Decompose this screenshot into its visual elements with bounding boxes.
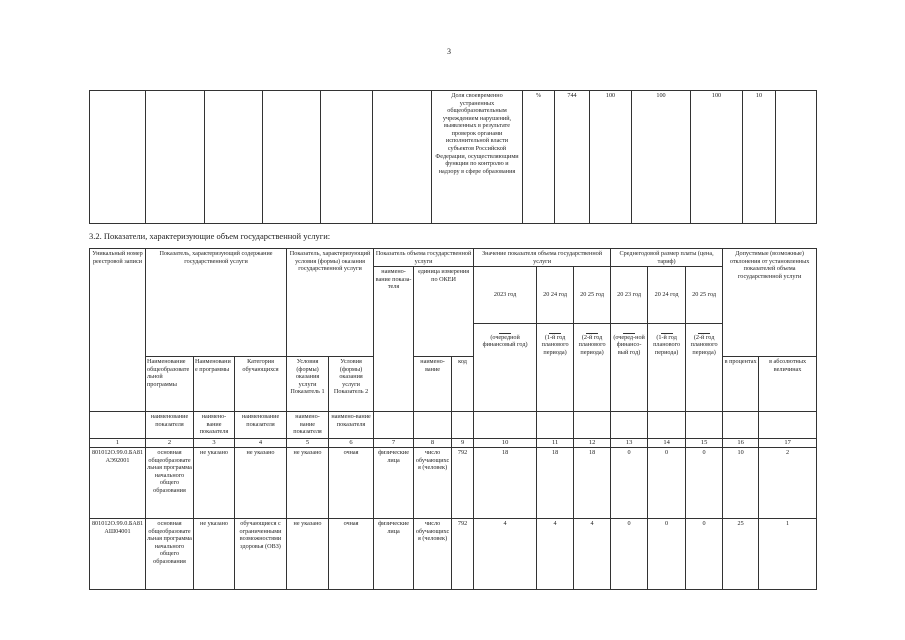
unit-code-header: код: [452, 357, 474, 412]
volume-name-header: наимено-вание показа-теля: [374, 267, 414, 412]
value-2024-cell: 100: [632, 91, 691, 224]
category-cell: обучающиеся с ограниченными возможностями здоровья (ОВЗ): [235, 519, 287, 590]
column-number: 6: [329, 439, 374, 448]
empty-cell: [474, 412, 537, 439]
indicator-name-label: наименование показателя: [146, 412, 194, 439]
empty-cell: [759, 412, 817, 439]
deviation-abs-cell: 1: [759, 519, 817, 590]
value-2023-cell: 100: [590, 91, 632, 224]
price-2025-cell: 0: [686, 448, 723, 519]
program-cell: основная общеобразовательная программа начального общего образования: [146, 519, 194, 590]
indicator-cell: физические лица: [374, 448, 414, 519]
okei-code-cell: 744: [555, 91, 590, 224]
code-cell: 792: [452, 448, 474, 519]
empty-cell: [146, 91, 205, 224]
value-2025-cell: 100: [691, 91, 743, 224]
unit-cell: число обучающихся (человек): [414, 519, 452, 590]
unit-name-header: наимено-вание: [414, 357, 452, 412]
registry-header: Уникальный номер реестровой записи: [90, 249, 146, 412]
empty-cell: [537, 412, 574, 439]
page-number: 3: [447, 47, 451, 56]
programs-header: Наименование программы: [194, 357, 235, 412]
column-number: 9: [452, 439, 474, 448]
volume-indicators-table: [89, 248, 817, 590]
condition-2-header: Условия (формы) оказания услуги Показатель 2: [329, 357, 374, 412]
condition-2-cell: очная: [329, 448, 374, 519]
price-period-first-header: (1-й год планового периода): [648, 323, 686, 411]
empty-cell: [723, 412, 759, 439]
deviation-header: Допустимые (возможные) отклонения от установленных показателей объема государственной услуги: [723, 249, 817, 357]
value-2024-cell: 18: [537, 448, 574, 519]
deviation-pct-cell: 25: [723, 519, 759, 590]
content-header: Показатель, характеризующий содержание государственной услуги: [146, 249, 287, 357]
value-2025-cell: 18: [574, 448, 611, 519]
deviation-pct-cell: 10: [723, 448, 759, 519]
column-number: 14: [648, 439, 686, 448]
volume-unit-header: единица измерения по ОКЕИ: [414, 267, 474, 357]
period-second-header: (2-й год планового периода): [574, 323, 611, 411]
price-header: Среднегодовой размер платы (цена, тариф): [611, 249, 723, 267]
empty-cell: [686, 412, 723, 439]
period-fin-header: (очередной финансовый год): [474, 323, 537, 411]
price-2025-header: 20 25 год: [686, 267, 723, 323]
empty-cell: [374, 412, 414, 439]
header-row-1: [90, 249, 817, 267]
empty-cell: [205, 91, 263, 224]
price-2024-header: 20 24 год: [648, 267, 686, 323]
registry-number: 801012О.99.0.БА81АЭ92001: [90, 448, 146, 519]
column-number: 17: [759, 439, 817, 448]
value-2025-cell: 4: [574, 519, 611, 590]
empty-cell: [414, 412, 452, 439]
deviation-abs-cell: 2: [759, 448, 817, 519]
section-heading: 3.2. Показатели, характеризующие объем государственной услуги:: [89, 231, 331, 241]
table-row: [90, 448, 817, 519]
indicator-cell: физические лица: [374, 519, 414, 590]
top-table-row: [90, 91, 817, 224]
volume-header: Показатель объема государственной услуги: [374, 249, 474, 267]
column-number: 10: [474, 439, 537, 448]
value-2023-cell: 18: [474, 448, 537, 519]
code-cell: 792: [452, 519, 474, 590]
quality-indicator-name: Доля своевременно устраненных общеобразовательным учреждением нарушений, выявленных в результате проверок органами исполнительной власти субъектов Российской Федерации, осуществляющими функции по контролю и надзору в сфере образования: [432, 91, 523, 224]
quality-indicators-continuation-table: [89, 90, 817, 224]
period-first-header: (1-й год планового периода): [537, 323, 574, 411]
condition-1-cell: не указано: [287, 519, 329, 590]
year-2023-header: 2023 год: [474, 267, 537, 323]
indicator-name-label: наименование показателя: [235, 412, 287, 439]
column-number: 12: [574, 439, 611, 448]
price-period-fin-header: (очеред-ной финансо-вый год): [611, 323, 648, 411]
program-name-cell: не указано: [194, 519, 235, 590]
condition-2-cell: очная: [329, 519, 374, 590]
deviation-abs-header: в абсолютных величинах: [759, 357, 817, 412]
empty-cell: [90, 91, 146, 224]
column-number: 15: [686, 439, 723, 448]
unit-cell: %: [523, 91, 555, 224]
empty-cell: [776, 91, 817, 224]
indicator-name-label: наимено-вание показателя: [287, 412, 329, 439]
registry-number: 801012О.99.0.БА81АШ04001: [90, 519, 146, 590]
empty-cell: [611, 412, 648, 439]
value-2024-cell: 4: [537, 519, 574, 590]
values-header: Значение показателя объема государственной услуги: [474, 249, 611, 267]
empty-cell: [90, 412, 146, 439]
price-period-second-header: (2-й год планового периода): [686, 323, 723, 411]
price-2023-cell: 0: [611, 448, 648, 519]
empty-cell: [452, 412, 474, 439]
empty-cell: [574, 412, 611, 439]
column-number: 16: [723, 439, 759, 448]
price-2023-cell: 0: [611, 519, 648, 590]
program-name-header: Наименование общеобразовательной программы: [146, 357, 194, 412]
column-number: 8: [414, 439, 452, 448]
value-2023-cell: 4: [474, 519, 537, 590]
table-row: [90, 519, 817, 590]
column-number: 2: [146, 439, 194, 448]
indicator-name-label: наимено-вание показателя: [329, 412, 374, 439]
column-number: 5: [287, 439, 329, 448]
price-2023-header: 20 23 год: [611, 267, 648, 323]
column-number: 11: [537, 439, 574, 448]
indicator-name-label: наимено-вание показателя: [194, 412, 235, 439]
program-cell: основная общеобразовательная программа начального общего образования: [146, 448, 194, 519]
unit-cell: число обучающихся (человек): [414, 448, 452, 519]
deviation-cell: 10: [743, 91, 776, 224]
year-2025-header: 20 25 год: [574, 267, 611, 323]
price-2024-cell: 0: [648, 519, 686, 590]
year-2024-header: 20 24 год: [537, 267, 574, 323]
column-numbers-row: [90, 439, 817, 448]
price-2024-cell: 0: [648, 448, 686, 519]
column-number: 3: [194, 439, 235, 448]
empty-cell: [263, 91, 321, 224]
deviation-pct-header: в процентах: [723, 357, 759, 412]
column-number: 7: [374, 439, 414, 448]
price-2025-cell: 0: [686, 519, 723, 590]
column-number: 1: [90, 439, 146, 448]
empty-cell: [373, 91, 432, 224]
category-cell: не указано: [235, 448, 287, 519]
program-name-cell: не указано: [194, 448, 235, 519]
empty-cell: [648, 412, 686, 439]
condition-1-cell: не указано: [287, 448, 329, 519]
empty-cell: [321, 91, 373, 224]
condition-1-header: Условия (формы) оказания услуги Показатель 1: [287, 357, 329, 412]
column-number: 4: [235, 439, 287, 448]
header-row-5: [90, 412, 817, 439]
conditions-header: Показатель, характеризующий условия (формы) оказания государственной услуги: [287, 249, 374, 357]
category-header: Категория обучающихся: [235, 357, 287, 412]
column-number: 13: [611, 439, 648, 448]
